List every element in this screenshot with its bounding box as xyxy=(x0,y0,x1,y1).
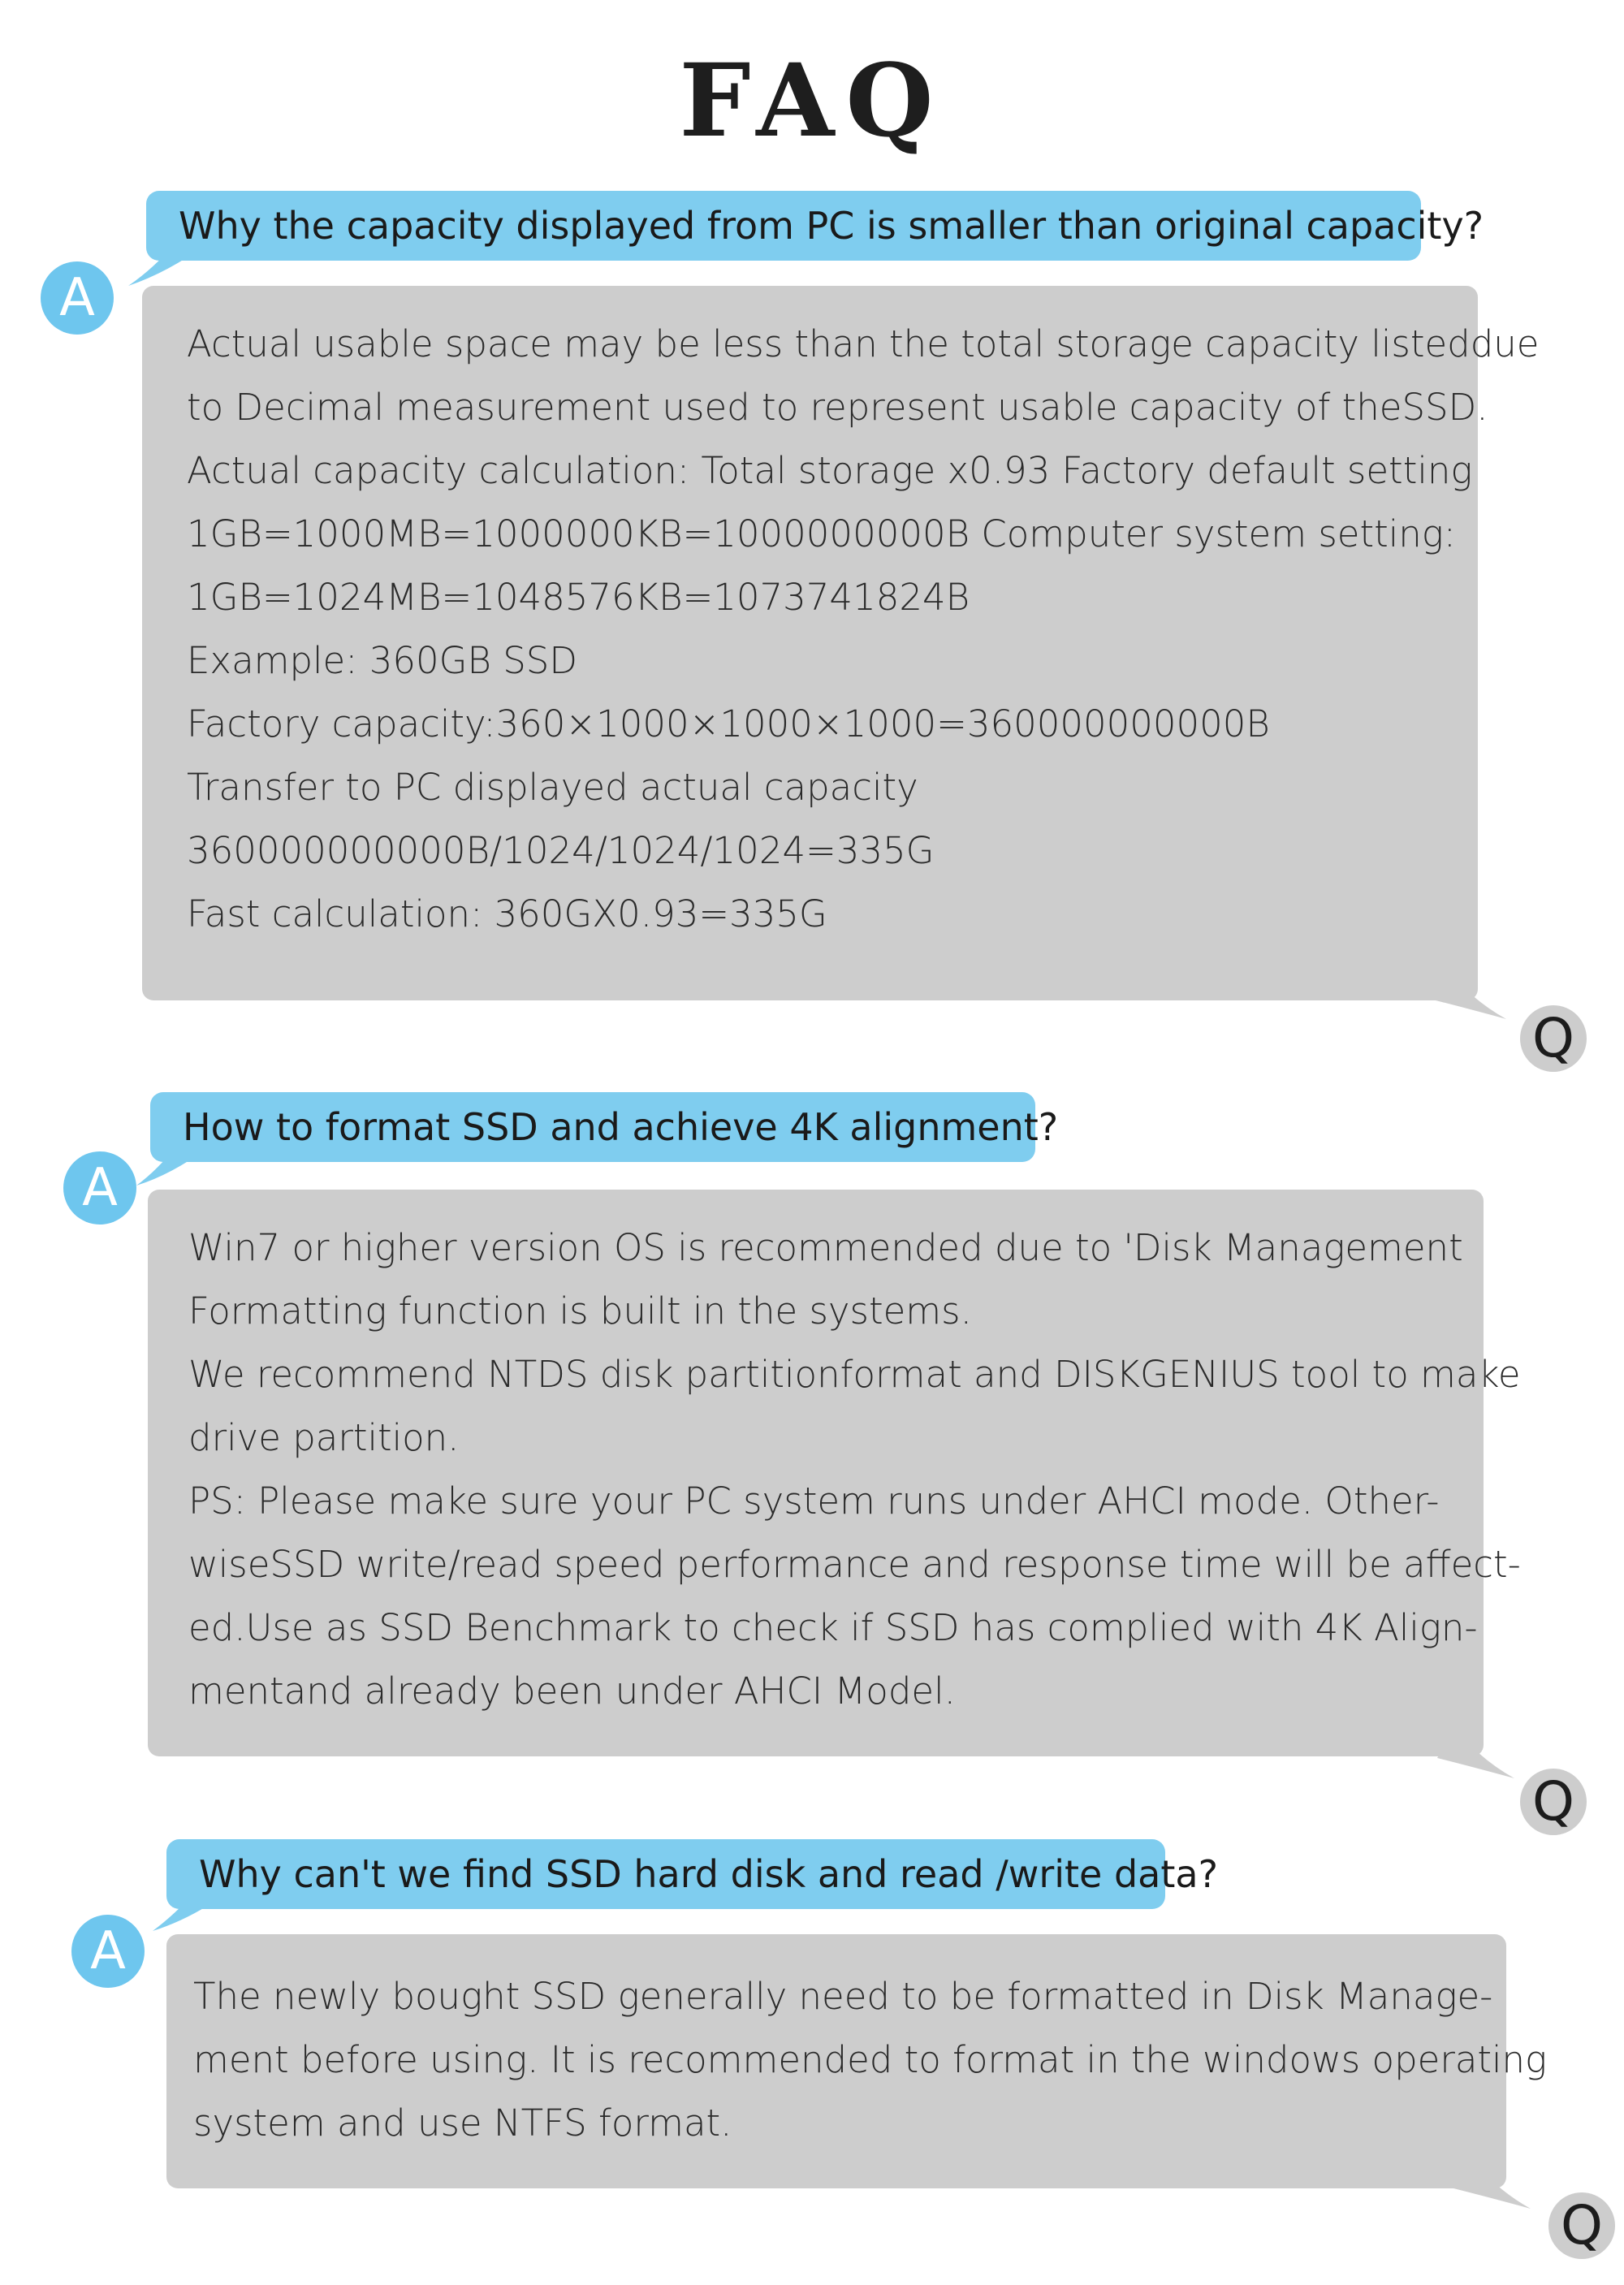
q-badge-icon: Q xyxy=(1520,1005,1587,1072)
answer-line: system and use NTFS format. xyxy=(193,2101,732,2145)
answer-line: mentand already been under AHCI Model. xyxy=(188,1669,956,1713)
question-text: Why can't we find SSD hard disk and read /write data? xyxy=(199,1852,1219,1896)
a-badge-icon: A xyxy=(71,1915,145,1988)
answer-line: PS: Please make sure your PC system runs under AHCI mode. Other- xyxy=(188,1479,1440,1523)
a-badge-icon: A xyxy=(63,1151,136,1225)
answer-line: to Decimal measurement used to represent usable capacity of theSSD. xyxy=(187,386,1488,429)
faq-answer-1 xyxy=(142,286,1540,1000)
page-title: FAQ xyxy=(679,42,945,160)
question-text: Why the capacity displayed from PC is smaller than original capacity? xyxy=(179,204,1484,248)
answer-line: The newly bought SSD generally need to be formatted in Disk Manage- xyxy=(193,1975,1493,2018)
answer-line: Formatting function is built in the systems. xyxy=(188,1289,972,1333)
answer-line: Win7 or higher version OS is recommended due to 'Disk Management xyxy=(188,1226,1463,1269)
answer-line: Factory capacity:360×1000×1000×1000=360000000000B xyxy=(187,702,1270,745)
faq-question-2 xyxy=(150,1092,1059,1162)
answer-line: Actual capacity calculation: Total storage x0.93 Factory default setting xyxy=(187,449,1473,492)
answer-line: We recommend NTDS disk partitionformat and DISKGENIUS tool to make xyxy=(188,1353,1521,1396)
answer-line: wiseSSD write/read speed performance and response time will be affect- xyxy=(188,1543,1521,1586)
answer-line: 1GB=1024MB=1048576KB=1073741824B xyxy=(187,576,970,619)
question-text: How to format SSD and achieve 4K alignment? xyxy=(183,1105,1059,1149)
q-badge-icon: Q xyxy=(1520,1769,1587,1835)
faq-answer-3 xyxy=(166,1934,1548,2188)
a-badge-icon: A xyxy=(41,261,114,335)
answer-line: ed.Use as SSD Benchmark to check if SSD has complied with 4K Align- xyxy=(188,1606,1478,1649)
answer-line: 360000000000B/1024/1024/1024=335G xyxy=(187,829,935,872)
faq-question-3 xyxy=(166,1839,1219,1909)
q-badge-icon: Q xyxy=(1548,2192,1615,2259)
answer-line: 1GB=1000MB=1000000KB=1000000000B Computer system setting: xyxy=(187,512,1456,555)
answer-line: Fast calculation: 360GX0.93=335G xyxy=(187,892,827,935)
faq-question-1 xyxy=(146,191,1484,261)
answer-line: Transfer to PC displayed actual capacity xyxy=(187,766,918,809)
answer-line: ment before using. It is recommended to format in the windows operating xyxy=(193,2038,1548,2081)
answer-line: Example: 360GB SSD xyxy=(187,639,578,682)
faq-answer-2 xyxy=(148,1190,1521,1756)
answer-line: drive partition. xyxy=(188,1416,460,1459)
answer-line: Actual usable space may be less than the total storage capacity listeddue xyxy=(187,322,1540,365)
